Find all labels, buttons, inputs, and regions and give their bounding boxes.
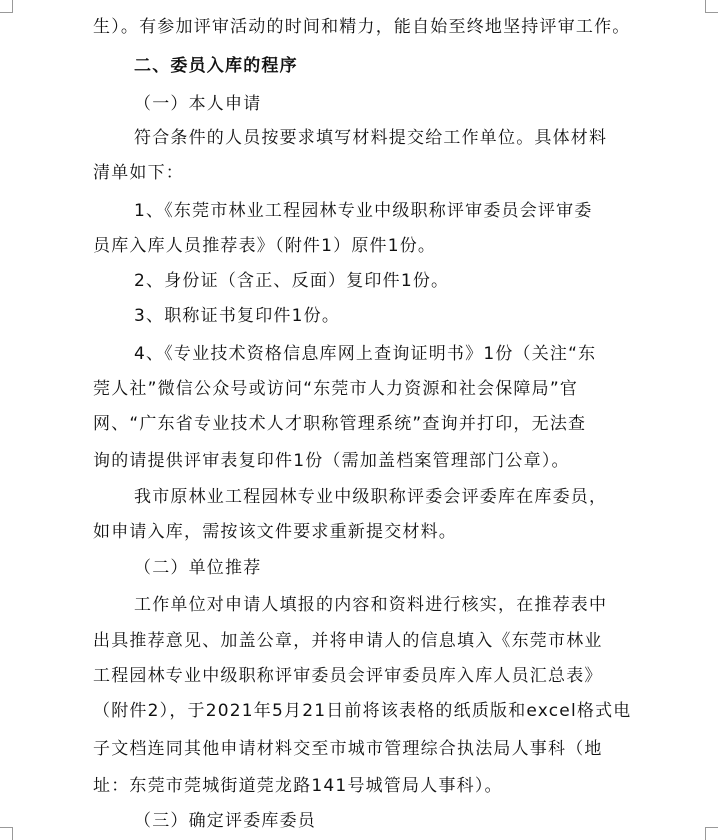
paragraph-line: 工作单位对申请人填报的内容和资料进行核实，在推荐表中 [134, 595, 608, 615]
list-item-line: 4、《专业技术资格信息库网上查询证明书》1份（关注“东 [134, 344, 597, 364]
paragraph-line: 清单如下： [93, 163, 184, 183]
list-item-line: 员库入库人员推荐表》（附件1）原件1份。 [93, 236, 437, 256]
section-heading: 二、委员入库的程序 [134, 56, 298, 76]
subsection-heading: （二）单位推荐 [134, 558, 262, 578]
paragraph-line: 出具推荐意见、加盖公章，并将申请人的信息填入《东莞市林业 [93, 631, 603, 651]
paragraph-line: 址：东莞市莞城街道莞龙路141号城管局人事科）。 [93, 776, 503, 796]
list-item-line: 网、“广东省专业技术人才职称管理系统”查询并打印，无法查 [93, 414, 587, 434]
paragraph-line: 子文档连同其他申请材料交至市城市管理综合执法局人事科（地 [93, 739, 603, 759]
paragraph-line: 生）。有参加评审活动的时间和精力，能自始至终地坚持评审工作。 [93, 17, 631, 37]
paragraph-line: 我市原林业工程园林专业中级职称评委会评委库在库委员， [134, 487, 608, 507]
margin-corner-top-left [0, 0, 13, 13]
margin-corner-top-right [705, 0, 718, 13]
paragraph-line: 工程园林专业中级职称评审委员会评审委员库入库人员汇总表》 [93, 666, 603, 686]
list-item-line: 莞人社”微信公众号或访问“东莞市人力资源和社会保障局”官 [93, 379, 579, 399]
paragraph-line: 如申请入库，需按该文件要求重新提交材料。 [93, 522, 457, 542]
list-item-line: 询的请提供评审表复印件1份（需加盖档案管理部门公章）。 [93, 451, 570, 471]
paragraph-line: （附件2），于2021年5月21日前将该表格的纸质版和excel格式电 [93, 701, 632, 721]
list-item-line: 1、《东莞市林业工程园林专业中级职称评审委员会评审委 [134, 201, 593, 221]
paragraph-line: 符合条件的人员按要求填写材料提交给工作单位。具体材料 [134, 128, 608, 148]
subsection-heading: （一）本人申请 [134, 94, 262, 114]
list-item-line: 3、职称证书复印件1份。 [134, 306, 341, 326]
list-item-line: 2、身份证（含正、反面）复印件1份。 [134, 271, 450, 291]
subsection-heading: （三）确定评委库委员 [134, 811, 316, 831]
